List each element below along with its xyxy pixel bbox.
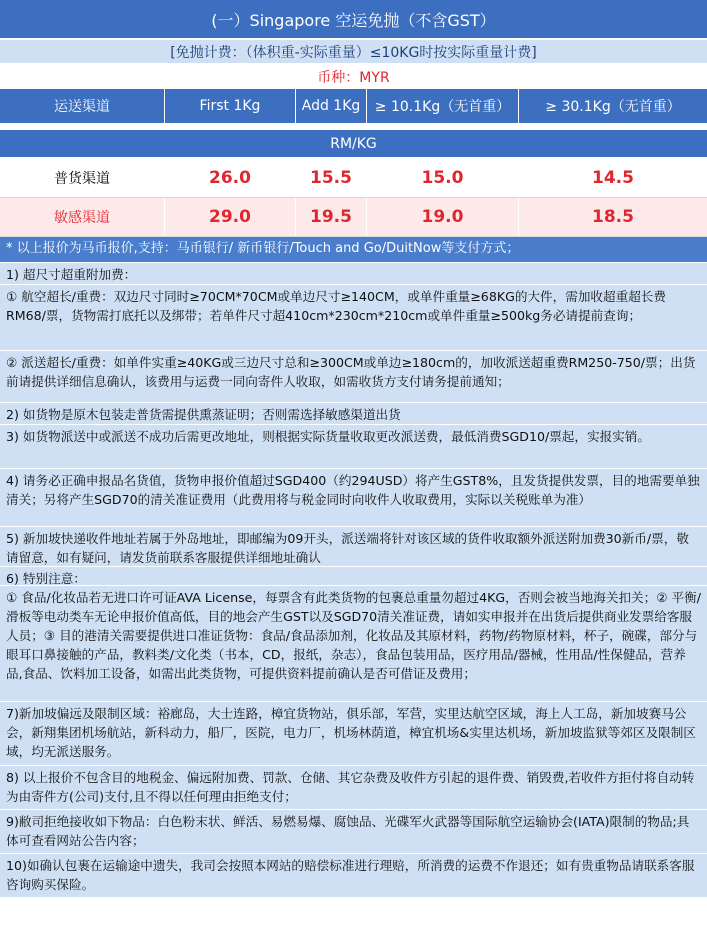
note-5: 5) 新加坡快递收件地址若属于外岛地址，即邮编为09开头，派送端将针对该区域的货件收取额外派送附加费30新币/票，敬请留意，如有疑问，请发货前联系客服提供详细地址确认 xyxy=(0,527,707,567)
price-first: 26.0 xyxy=(165,159,296,197)
note-6-body: ① 食品/化妆品若无进口许可证AVA License，每票含有此类货物的包裹总重量勿超过4KG，否则会被当地海关扣关；② 平衡/滑板等电动类车无论申报价值高低，目的地会产生GST以及SGD70清关准证费，请如实申报并在出货后提供商业发票给客服人员；③ 目的港清关需要提供进口准证货物：食品/食品添加剂，化妆品及其原材料，药物/药物原材料，杯子，碗碟，部分与眼耳口鼻接触的产品，教料类/文化类（书本，CD，报纸，杂志），食品包装用品，医疗用品/器械，性用品/性保健品，营养品,食品、饮料加工设备，如需出此类货物，可提供资料提前确认是否可借证及费用； xyxy=(0,586,707,702)
note-1a: ① 航空超长/重费：双边尺寸同时≥70CM*70CM或单边尺寸≥140CM，或单件重量≥68KG的大件，需加收超重超长费RM68/票，货物需打底托以及绑带；若单件尺寸超410cm*230cm*210cm或单件重量≥500kg务必请提前查询； xyxy=(0,285,707,351)
col-channel: 运送渠道 xyxy=(0,89,165,123)
price-30kg: 14.5 xyxy=(592,168,634,188)
note-2: 2) 如货物是原木包装走普货需提供熏蒸证明；否则需选择敏感渠道出货 xyxy=(0,403,707,425)
table-row xyxy=(0,198,707,237)
note-10: 10)如确认包裹在运输途中遗失，我司会按照本网站的赔偿标准进行理赔，所消费的运费不作退还；如有贵重物品请联系客服咨询购买保险。 xyxy=(0,854,707,898)
col-30kg: ≥ 30.1Kg（无首重） xyxy=(545,99,681,115)
unit-row: RM/KG xyxy=(0,130,707,159)
price-10kg: 15.0 xyxy=(367,159,519,197)
note-7: 7)新加坡偏远及限制区域：裕廊岛，大士连路，樟宜货物站，俱乐部，军营，实里达航空区域，海上人工岛，新加坡赛马公会，新翔集团机场航站，新科动力，船厂，医院，电力厂，机场林荫道，樟宜机场&实里达机场，新加坡监狱等郊区及限制区域，均无派送服务。 xyxy=(0,702,707,766)
price-add: 15.5 xyxy=(296,159,367,197)
note-3: 3) 如货物派送中或派送不成功后需更改地址，则根据实际货量收取更改派送费，最低消费SGD10/票起，实报实销。 xyxy=(0,425,707,469)
price-add: 19.5 xyxy=(296,198,367,236)
currency-label: 币种：MYR xyxy=(0,65,707,89)
channel-sensitive: 敏感渠道 xyxy=(0,198,165,236)
note-6-title: 6) 特别注意： xyxy=(0,567,707,586)
channel-general: 普货渠道 xyxy=(0,159,165,197)
page-title: (一）Singapore 空运免抛（不含GST） xyxy=(0,0,707,40)
note-1b: ② 派送超长/重费：如单件实重≥40KG或三边尺寸总和≥300CM或单边≥180cm的，加收派送超重费RM250-750/票；出货前请提供详细信息确认，该费用与运费一同向寄件人收取，如需收货方支付请务提前通知； xyxy=(0,351,707,403)
price-first: 29.0 xyxy=(165,198,296,236)
note-8: 8) 以上报价不包含目的地税金、偏远附加费、罚款、仓储、其它杂费及收件方引起的退件费、销毁费,若收件方拒付将自动转为由寄件方(公司)支付,且不得以任何理由拒绝支付； xyxy=(0,766,707,810)
col-10kg: ≥ 10.1Kg（无首重） xyxy=(367,89,519,123)
table-row xyxy=(0,159,707,198)
col-add: Add 1Kg xyxy=(296,89,367,123)
col-first: First 1Kg xyxy=(165,89,296,123)
table-header xyxy=(0,89,707,124)
payment-note: * 以上报价为马币报价,支持：马币银行/ 新币银行/Touch and Go/DuitNow等支付方式； xyxy=(0,237,707,263)
note-1-title: 1) 超尺寸超重附加费： xyxy=(0,263,707,285)
note-9: 9)敝司拒绝接收如下物品：白色粉末状、鲜活、易燃易爆、腐蚀品、光碟军火武器等国际航空运输协会(IATA)限制的物品;具体可查看网站公告内容； xyxy=(0,810,707,854)
price-30kg: 18.5 xyxy=(592,207,634,227)
note-4: 4) 请务必正确申报品名货值，货物申报价值超过SGD400（约294USD）将产生GST8%，且发货提供发票，目的地需要单独清关；另将产生SGD70的清关准证费用（此费用将与税金同时向收件人收取费用，实际以关税账单为准） xyxy=(0,469,707,527)
billing-rule: [免抛计费：（体积重-实际重量）≤10KG时按实际重量计费] xyxy=(0,40,707,65)
price-10kg: 19.0 xyxy=(367,198,519,236)
